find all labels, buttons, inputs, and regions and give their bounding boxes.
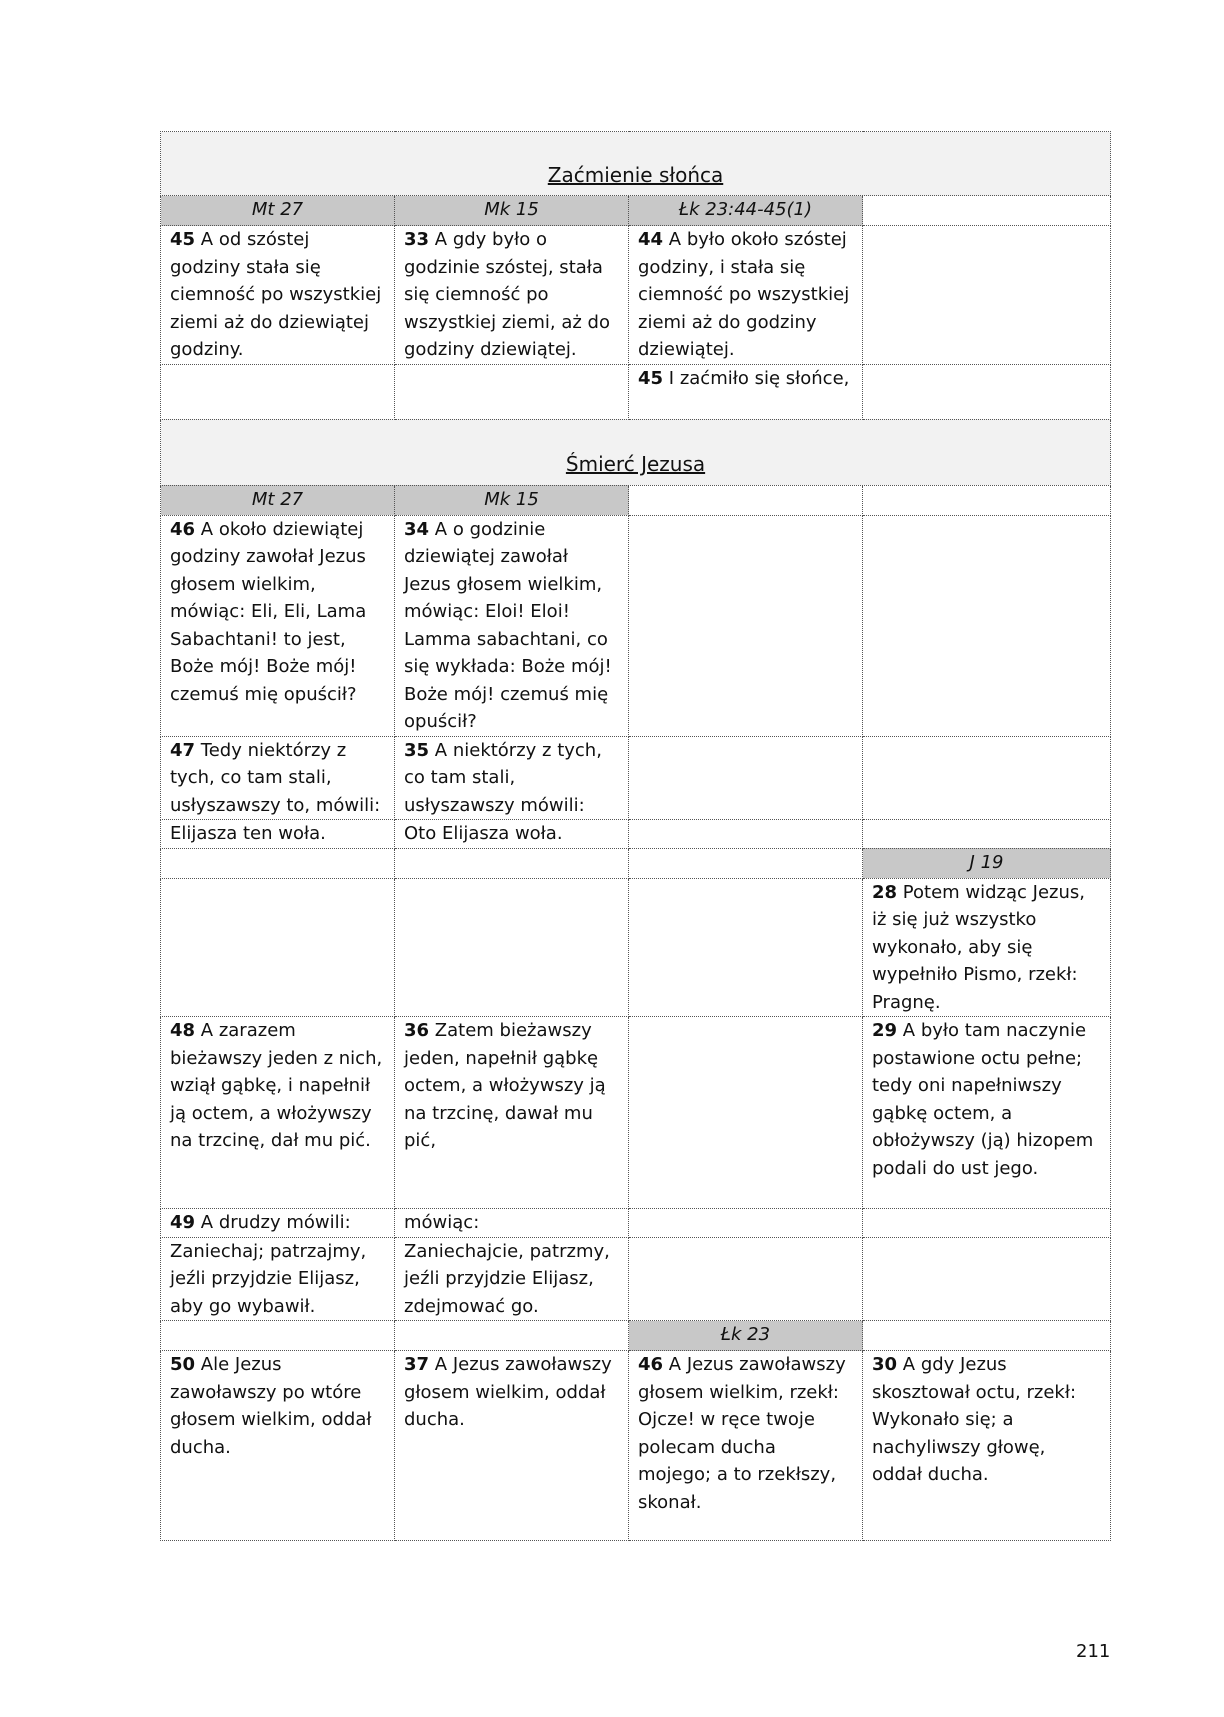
verse-cell (161, 1351, 395, 1541)
empty-cell (395, 364, 629, 419)
verse-number: 48 (170, 1020, 196, 1041)
verse-cell (863, 1351, 1111, 1541)
empty-cell (395, 878, 629, 1017)
verse-number: 49 (170, 1212, 196, 1233)
verse-text: A około dziewiątej godziny zawołał Jezus głosem wielkim, mówiąc: Eli, Eli, Lama Sabachtani! to jest, Boże mój! Boże mój! czemuś mię opuścił? (170, 518, 367, 705)
verse-number: 34 (404, 518, 430, 540)
table-row (161, 515, 1111, 736)
verse-text: Tedy niektórzy z tych, co tam stali, usłyszawszy to, mówili: (170, 739, 381, 816)
empty-cell (863, 820, 1111, 849)
empty-cell (863, 485, 1111, 515)
empty-cell (629, 515, 863, 736)
column-header: Mk 15 (395, 196, 629, 226)
verse-cell (161, 1017, 395, 1209)
verse-cell (161, 515, 395, 736)
table-row (161, 820, 1111, 849)
empty-cell (161, 1321, 395, 1351)
empty-cell (863, 515, 1111, 736)
empty-cell (629, 1017, 863, 1209)
verse-number: 33 (404, 229, 430, 250)
empty-cell (161, 878, 395, 1017)
verse-cell (629, 1351, 863, 1541)
verse-cell (395, 226, 629, 365)
verse-text: A zarazem bieżawszy jeden z nich, wziął gąbkę, i napełnił ją octem, a włożywszy na trzcinę, dał mu pić. (170, 1020, 383, 1151)
section-title (161, 132, 1111, 196)
section-title (161, 419, 1111, 485)
column-header: Łk 23:44-45(1) (629, 196, 863, 226)
verse-number: 46 (170, 518, 196, 540)
column-header: Mk 15 (395, 485, 629, 515)
empty-cell (863, 196, 1111, 226)
verse-cell (161, 1237, 395, 1321)
empty-cell (863, 226, 1111, 365)
verse-cell (395, 820, 629, 849)
verse-text: A Jezus zawoławszy głosem wielkim, oddał ducha. (404, 1354, 612, 1430)
section-title-text: Zaćmienie słońca (547, 162, 724, 187)
empty-cell (863, 1237, 1111, 1321)
verse-text: A było tam naczynie postawione octu pełne; tedy oni napełniwszy gąbkę octem, a obłożywszy (ją) hizopem podali do ust jego. (872, 1020, 1094, 1179)
empty-cell (863, 1321, 1111, 1351)
verse-number: 46 (638, 1354, 664, 1375)
page-number: 211 (1076, 1641, 1111, 1662)
section-title-text: Śmierć Jezusa (565, 452, 706, 476)
empty-cell (161, 364, 395, 419)
verse-text: Potem widząc Jezus, iż się już wszystko wykonało, aby się wypełniło Pismo, rzekł: Pragnę. (872, 881, 1085, 1013)
verse-cell (161, 820, 395, 849)
verse-text: Ale Jezus zawoławszy po wtóre głosem wielkim, oddał ducha. (170, 1354, 372, 1458)
empty-cell (395, 848, 629, 878)
empty-cell (629, 878, 863, 1017)
verse-text: A gdy było o godzinie szóstej, stała się ciemność po wszystkiej ziemi, aż do godziny dziewiątej. (404, 229, 610, 360)
verse-text: A było około szóstej godziny, i stała się ciemność po wszystkiej ziemi aż do godziny dziewiątej. (638, 229, 850, 360)
verse-text: A niektórzy z tych, co tam stali, usłyszawszy mówili: (404, 739, 602, 816)
verse-cell (629, 364, 863, 419)
verse-number: 35 (404, 739, 430, 761)
empty-cell (395, 1321, 629, 1351)
verse-cell (395, 1209, 629, 1238)
verse-text: Oto Elijasza woła. (404, 823, 563, 844)
empty-cell (863, 364, 1111, 419)
table-row (161, 736, 1111, 820)
verse-number: 47 (170, 739, 196, 761)
empty-cell (629, 1209, 863, 1238)
verse-text: A od szóstej godziny stała się ciemność po wszystkiej ziemi aż do dziewiątej godziny. (170, 229, 382, 360)
verse-cell (395, 515, 629, 736)
verse-number: 28 (872, 881, 898, 903)
verse-text: Elijasza ten woła. (170, 823, 326, 844)
column-header: J 19 (863, 848, 1111, 878)
table-row (161, 1321, 1111, 1351)
verse-text: A drudzy mówili: (200, 1212, 351, 1233)
verse-cell (161, 226, 395, 365)
empty-cell (863, 1209, 1111, 1238)
table-row (161, 1351, 1111, 1541)
verse-cell (629, 226, 863, 365)
verse-number: 30 (872, 1354, 898, 1375)
empty-cell (629, 820, 863, 849)
empty-cell (629, 485, 863, 515)
verse-cell (863, 1017, 1111, 1209)
table-row (161, 364, 1111, 419)
verse-text: Zaniechaj; patrzajmy, jeźli przyjdzie Elijasz, aby go wybawił. (170, 1240, 367, 1317)
synopsis-table (160, 131, 1111, 1541)
table-row (161, 848, 1111, 878)
verse-text: A o godzinie dziewiątej zawołał Jezus głosem wielkim, mówiąc: Eloi! Eloi! Lamma sabachtani, co się wykłada: Boże mój! Boże mój! czemuś mię opuścił? (404, 518, 612, 732)
table-row (161, 1237, 1111, 1321)
verse-text: I zaćmiło się słońce, (668, 367, 850, 389)
table-row (161, 226, 1111, 365)
table-row (161, 1209, 1111, 1238)
column-header: Mt 27 (161, 196, 395, 226)
verse-text: mówiąc: (404, 1212, 480, 1233)
table-row (161, 1017, 1111, 1209)
verse-number: 44 (638, 229, 664, 250)
verse-cell (395, 1017, 629, 1209)
column-header: Mt 27 (161, 485, 395, 515)
empty-cell (629, 1237, 863, 1321)
verse-text: A gdy Jezus skosztował octu, rzekł: Wykonało się; a nachyliwszy głowę, oddał ducha. (872, 1354, 1077, 1485)
verse-number: 36 (404, 1020, 430, 1041)
verse-number: 45 (170, 229, 196, 250)
verse-text: A Jezus zawoławszy głosem wielkim, rzekł: Ojcze! w ręce twoje polecam ducha mojego; a to rzekłszy, skonał. (638, 1354, 846, 1513)
empty-cell (629, 736, 863, 820)
empty-cell (863, 736, 1111, 820)
table-row (161, 878, 1111, 1017)
verse-text: Zatem bieżawszy jeden, napełnił gąbkę octem, a włożywszy ją na trzcinę, dawał mu pić, (404, 1020, 606, 1151)
verse-cell (395, 1237, 629, 1321)
empty-cell (629, 848, 863, 878)
verse-cell (395, 1351, 629, 1541)
verse-cell (161, 736, 395, 820)
verse-text: Zaniechajcie, patrzmy, jeźli przyjdzie Elijasz, zdejmować go. (404, 1240, 610, 1317)
verse-cell (161, 1209, 395, 1238)
column-header: Łk 23 (629, 1321, 863, 1351)
verse-number: 45 (638, 367, 664, 389)
verse-cell (395, 736, 629, 820)
empty-cell (161, 848, 395, 878)
verse-number: 37 (404, 1354, 430, 1375)
verse-number: 29 (872, 1020, 898, 1041)
verse-number: 50 (170, 1354, 196, 1375)
verse-cell (863, 878, 1111, 1017)
